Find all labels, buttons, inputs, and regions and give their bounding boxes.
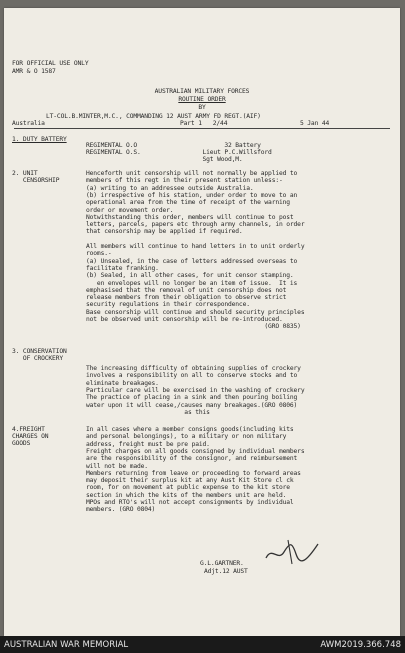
freight-line-11: MPOs and RTO's will not accept consignments by individual (86, 499, 294, 506)
footer-source: AUSTRALIAN WAR MEMORIAL (4, 640, 129, 650)
censorship-line-9: that censorship may be applied if required. (86, 228, 243, 236)
freight-line-7: Members returning from leave or proceeding to forward areas (86, 469, 301, 477)
crockery-heading-1: 3. CONSERVATION (12, 348, 67, 355)
crockery-heading-2: OF CROCKERY (12, 355, 63, 362)
censorship-line-8: letters, parcels, papers etc through army channels, in order (86, 221, 305, 229)
crockery-line-6: water upon it will cease,/causes many breakages.(GRO 0806) (86, 401, 298, 409)
censorship-line-7: Notwithstanding this order, members will continue to post (86, 213, 294, 221)
header-rule (14, 128, 390, 129)
title-forces: AUSTRALIAN MILITARY FORCES (154, 88, 250, 95)
freight-line-8: may deposit their surplus kit at any Aust Kit Store cl ck (86, 477, 294, 485)
crockery-line-5: The practice of placing in a sink and then pouring boiling (86, 394, 298, 402)
freight-line-12: members. (GRO 0804) (86, 506, 156, 514)
duty-line-3: Sgt Wood,M. (86, 156, 243, 163)
signature-name: G.L.GARTNER. (200, 560, 244, 567)
crockery-line-1: The increasing difficulty of obtaining supplies of crockery (86, 365, 301, 372)
censorship-line-5: operational area from the time of receipt of the warning (86, 199, 290, 207)
duty-heading: 1. DUTY BATTERY (12, 136, 67, 143)
censorship-line-3: (a) writing to an addressee outside Australia. (86, 184, 254, 192)
freight-line-9: room, for on movement at public expense to the kit store (86, 484, 290, 492)
freight-line-1: In all cases where a member consigns goods(including kits (86, 426, 294, 433)
handwritten-signature (262, 536, 322, 566)
censorship-line-11: All members will continue to hand letters in to unit orderly (86, 243, 305, 250)
censorship-line-12: rooms.- (86, 250, 112, 258)
censorship-line-4: (b) irrespective of his station, under order to move to an (86, 191, 298, 199)
official-use-label: FOR OFFICIAL USE ONLY (12, 60, 89, 67)
commander-line: LT-COL.B.MINTER,M.C., COMMANDING 12 AUST ARMY FD REGT.(AIF) (46, 113, 261, 120)
place-label: Australia (12, 120, 45, 127)
censorship-line-19: security regulations in their correspondence. (86, 301, 250, 309)
censorship-line-6: order or movement order. (86, 206, 174, 214)
censorship-line-14: facilitate franking. (86, 264, 159, 272)
censorship-line-15: (b) Sealed, in all other cases, for unit censor stamping. (86, 272, 294, 280)
crockery-line-7: as this (86, 408, 210, 416)
crockery-line-2: involves a responsibility on all to conserve stocks and to (86, 372, 298, 380)
censorship-line-17: emphasised that the removal of unit censorship does not (86, 286, 287, 294)
freight-heading-1: 4.FREIGHT (12, 426, 45, 433)
censorship-heading-1: 2. UNIT (12, 170, 38, 177)
amr-reference: AMR & O 1587 (12, 68, 56, 75)
censorship-line-18: release members from their obligation to observe strict (86, 294, 287, 302)
signature-role: Adjt.12 AUST (204, 568, 248, 575)
censorship-line-20: Base censorship will continue and should security principles (86, 308, 305, 316)
freight-line-4: Freight charges on all goods consigned by individual members (86, 447, 305, 455)
freight-line-2: and personal belongings), to a military or non military (86, 433, 287, 441)
title-routine-order: ROUTINE ORDER (178, 96, 226, 103)
freight-heading-3: GOODS (12, 440, 31, 447)
footer-accession: AWM2019.366.748 (320, 640, 401, 650)
censorship-line-22: (GRO 0835) (86, 323, 301, 331)
censorship-line-13: (a) Unsealed, in the case of letters addressed overseas to (86, 257, 298, 265)
freight-line-5: are the responsibility of the consignor, and reimbursement (86, 455, 298, 463)
freight-line-3: address, freight must be pre paid. (86, 440, 210, 448)
censorship-heading-2: CENSORSHIP (12, 177, 60, 184)
freight-line-6: will not be made. (86, 462, 148, 470)
censorship-line-16: en envelopes will no longer be an item of issue. It is (86, 279, 298, 287)
freight-heading-2: CHARGES ON (12, 433, 49, 440)
crockery-line-3: eliminate breakages. (86, 379, 159, 387)
date-label: 5 Jan 44 (300, 120, 330, 127)
title-by: BY (198, 104, 206, 111)
crockery-line-4: Particular care will be exercised in the washing of crockery (86, 386, 305, 394)
censorship-line-2: members of this regt in their present station unless:- (86, 177, 283, 185)
footer-bar (0, 636, 405, 653)
censorship-line-21: not be observed unit censorship will be re-introduced. (86, 316, 283, 323)
document-page (4, 8, 400, 636)
censorship-line-1: Henceforth unit censorship will not normally be applied to (86, 170, 298, 177)
duty-line-2: REGIMENTAL O.S. Lieut P.C.Willsford (86, 149, 272, 156)
part-label: Part 1 2/44 (180, 120, 228, 127)
freight-line-10: section in which the kits of the members unit are held. (86, 491, 287, 499)
duty-line-1: REGIMENTAL O.O 32 Battery (86, 142, 261, 149)
